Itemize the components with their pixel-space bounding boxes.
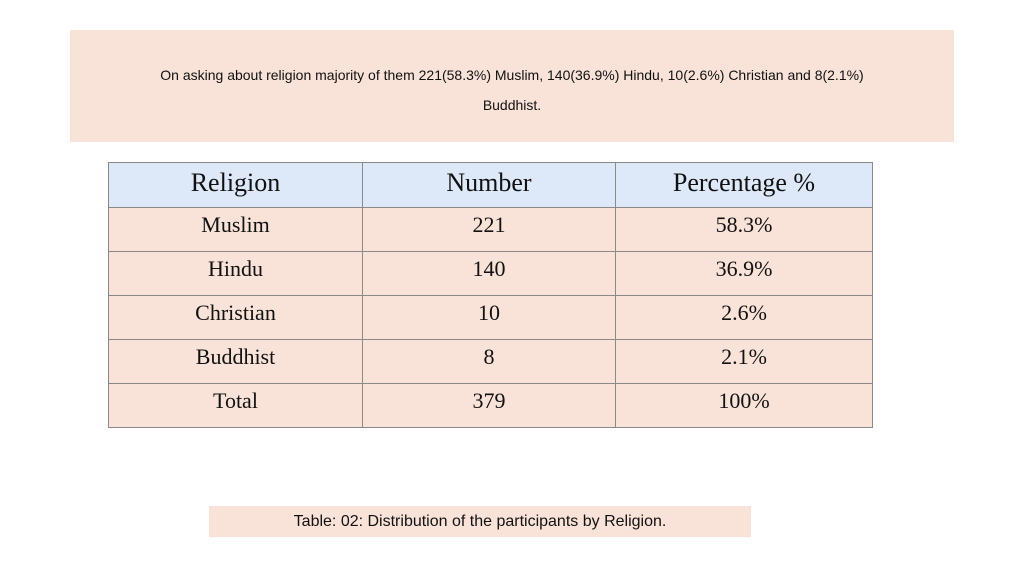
table-row: [109, 296, 873, 340]
cell-percentage: 36.9%: [616, 252, 873, 296]
cell-percentage: 58.3%: [616, 208, 873, 252]
summary-line-2: Buddhist.: [482, 97, 542, 113]
header-religion: Religion: [109, 163, 363, 208]
cell-religion: Buddhist: [109, 340, 363, 384]
cell-number: 140: [363, 252, 616, 296]
table-header-row: [109, 163, 873, 208]
table-row: [109, 252, 873, 296]
table-caption: Table: 02: Distribution of the participants by Religion.: [209, 506, 751, 537]
table-row: [109, 208, 873, 252]
table-row: [109, 340, 873, 384]
cell-number: 379: [363, 384, 616, 428]
table-row-total: [109, 384, 873, 428]
cell-religion: Hindu: [109, 252, 363, 296]
cell-percentage: 2.1%: [616, 340, 873, 384]
summary-box: [70, 30, 954, 142]
cell-religion: Christian: [109, 296, 363, 340]
cell-number: 8: [363, 340, 616, 384]
cell-religion: Muslim: [109, 208, 363, 252]
header-number: Number: [363, 163, 616, 208]
cell-number: 221: [363, 208, 616, 252]
cell-percentage: 100%: [616, 384, 873, 428]
cell-number: 10: [363, 296, 616, 340]
summary-line-1: On asking about religion majority of them 221(58.3%) Muslim, 140(36.9%) Hindu, 10(2.6%) Christian and 8(2.1%): [160, 67, 864, 83]
header-percentage: Percentage %: [616, 163, 873, 208]
cell-religion: Total: [109, 384, 363, 428]
religion-table: [108, 162, 873, 428]
cell-percentage: 2.6%: [616, 296, 873, 340]
